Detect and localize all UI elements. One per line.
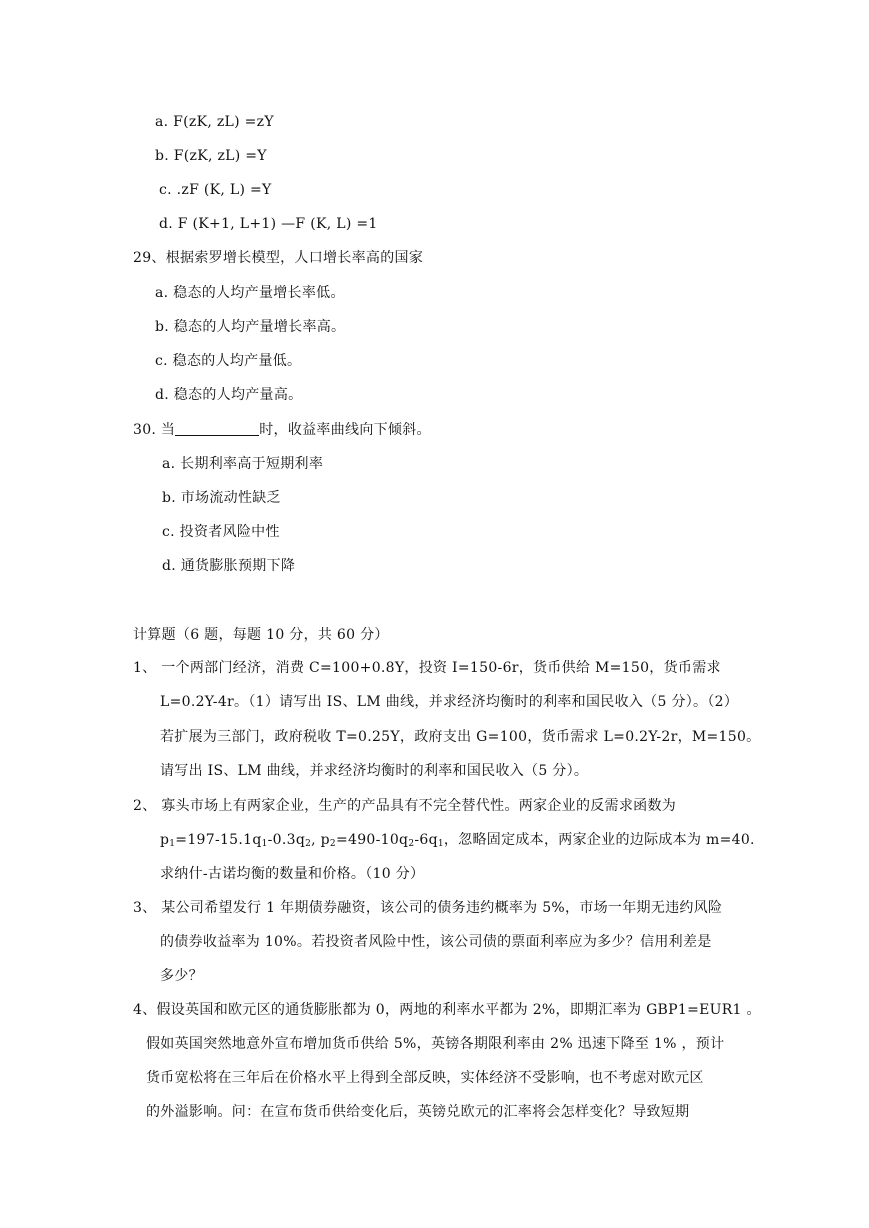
q29-option-d: d. 稳态的人均产量高。 xyxy=(155,387,303,403)
calc-problem-1-line-1: 1、 一个两部门经济，消费 C=100+0.8Y，投资 I=150-6r，货币供给 M=150，货币需求 xyxy=(133,660,721,676)
demand-eq-part: ，忽略固定成本，两家企业的边际成本为 m=40. xyxy=(443,832,755,848)
demand-eq-part: -0.3q xyxy=(267,832,306,848)
calc-problem-2-line-3: 求纳什-古诺均衡的数量和价格。（10 分） xyxy=(160,866,425,882)
q29-option-a: a. 稳态的人均产量增长率低。 xyxy=(155,285,345,301)
subscript: 1 xyxy=(169,839,176,849)
q29-option-c: c. 稳态的人均产量低。 xyxy=(155,353,302,369)
demand-eq-part: =197-15.1q xyxy=(175,832,262,848)
calc-problem-3-line-3: 多少？ xyxy=(160,968,203,984)
q28-option-d: d. F (K+1, L+1) —F (K, L) =1 xyxy=(159,216,378,232)
calc-problem-4-line-2: 假如英国突然地意外宣布增加货币供给 5%，英镑各期限利率由 2% 迅速下降至 1% ，预计 xyxy=(146,1036,725,1052)
calc-section-heading: 计算题（6 题，每题 10 分，共 60 分） xyxy=(133,627,389,643)
demand-eq-part: -6q xyxy=(414,832,438,848)
calc-problem-4-line-3: 货币宽松将在三年后在价格水平上得到全部反映，实体经济不受影响，也不考虑对欧元区 xyxy=(146,1070,704,1086)
subscript: 2 xyxy=(408,839,415,849)
q29-stem: 29、根据索罗增长模型，人口增长率高的国家 xyxy=(133,250,424,266)
calc-problem-1-line-2: L=0.2Y-4r。（1）请写出 IS、LM 曲线，并求经济均衡时的利率和国民收入（5 分）。（2） xyxy=(160,694,739,710)
calc-problem-1-line-4: 请写出 IS、LM 曲线，并求经济均衡时的利率和国民收入（5 分）。 xyxy=(160,763,589,779)
q29-option-b: b. 稳态的人均产量增长率高。 xyxy=(155,319,346,335)
subscript: 2 xyxy=(305,839,312,849)
demand-eq-p: p xyxy=(160,832,170,848)
subscript: 1 xyxy=(437,839,444,849)
calc-problem-3-line-2: 的债券收益率为 10%。若投资者风险中性，该公司债的票面利率应为多少？信用利差是 xyxy=(160,934,712,950)
q30-option-c: c. 投资者风险中性 xyxy=(162,524,280,540)
calc-problem-3-line-1: 3、 某公司希望发行 1 年期债券融资，该公司的债务违约概率为 5%，市场一年期无违约风险 xyxy=(133,900,723,916)
q30-option-a: a. 长期利率高于短期利率 xyxy=(162,456,324,472)
calc-problem-2-line-1: 2、 寡头市场上有两家企业，生产的产品具有不完全替代性。两家企业的反需求函数为 xyxy=(133,798,677,814)
q28-option-b: b. F(zK, zL) =Y xyxy=(155,148,267,164)
calc-problem-4-line-1: 4、假设英国和欧元区的通货膨胀都为 0，两地的利率水平都为 2%，即期汇率为 GBP1=EUR1 。 xyxy=(133,1002,761,1018)
subscript: 2 xyxy=(329,839,336,849)
q30-option-d: d. 通货膨胀预期下降 xyxy=(162,558,296,574)
demand-eq-part: , p xyxy=(311,832,330,848)
calc-problem-2-line-2 xyxy=(160,830,755,850)
q28-option-c: c. .zF (K, L) =Y xyxy=(159,182,272,198)
calc-problem-1-line-3: 若扩展为三部门，政府税收 T=0.25Y，政府支出 G=100，货币需求 L=0.2Y-2r，M=150。 xyxy=(160,729,761,745)
q30-stem xyxy=(133,420,431,440)
subscript: 1 xyxy=(261,839,268,849)
q30-stem-after: 时，收益率曲线向下倾斜。 xyxy=(259,422,431,438)
q28-option-a: a. F(zK, zL) =zY xyxy=(155,114,274,130)
calc-problem-4-line-4: 的外溢影响。问：在宣布货币供给变化后，英镑兑欧元的汇率将会怎样变化？导致短期 xyxy=(146,1104,690,1120)
demand-eq-part: =490-10q xyxy=(335,832,409,848)
q30-stem-before: 30. 当 xyxy=(133,422,176,438)
q30-answer-blank xyxy=(175,421,259,436)
q30-option-b: b. 市场流动性缺乏 xyxy=(162,490,281,506)
